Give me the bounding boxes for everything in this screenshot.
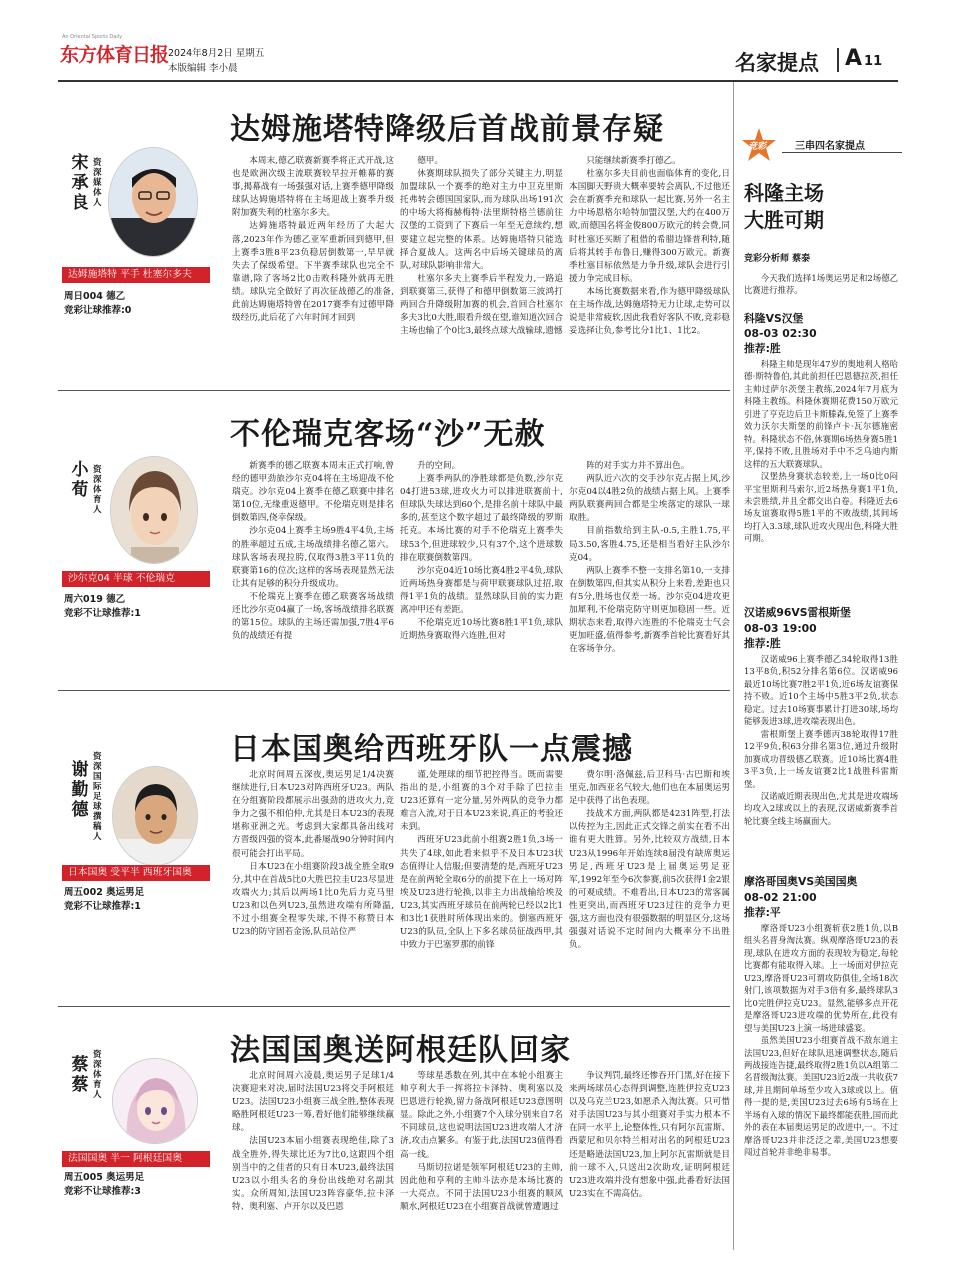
- paragraph: 德甲。: [417, 156, 443, 166]
- paragraph: 北京时间周六凌晨,奥运男子足球1/4决赛迎来对决,届时法国U23将交手阿根廷U23。法国U23小组赛三战全胜,整体表现略胜阿根廷U23一筹,看好他们能够继续赢球。: [232, 1071, 394, 1134]
- article-column-2: [400, 460, 563, 670]
- paragraph: 本周末,德乙联赛新赛季将正式开战,这也是欧洲次级主流联赛较早拉开帷幕的赛事,揭幕战有一场强强对话,上赛季德甲降级球队达姆施塔特将在主场迎战上赛季升级附加赛失利的杜塞尔多夫。: [232, 156, 394, 219]
- paragraph: 阵的对手实力并不算出色。: [586, 461, 690, 471]
- page-digits: 11: [864, 54, 883, 69]
- header-rule: [58, 80, 898, 82]
- paragraph: 杜塞尔多夫上赛季后半程发力,一路追到联赛第三,获得了和德甲倒数第三波鸿打两回合升降级附加赛的机会,首回合杜塞尔多夫3比0大胜,眼看升级在望,谁知道次回合主场也输了个0比3,最终点球大战输球,遗憾: [400, 273, 563, 337]
- pick-line: 周五005 奥运男足: [64, 1172, 145, 1183]
- paragraph: 汉堡热身赛状态较差,上一场0比0闷平宝里斯利马索尔,近2场热身赛1平1负,未尝胜绩,并且全都交出白卷。科隆近去6场友谊赛取得5胜1平的不败战绩,其间场均打入3.3球,球队近攻火现出色,科隆大胜可期。: [744, 471, 898, 544]
- match-tag: 沙尔克04 半球 不伦瑞克: [62, 571, 210, 587]
- pick-line: 周六019 德乙: [64, 594, 126, 605]
- paragraph: 本场比赛数据来看,作为德甲降级球队在主场作战,达姆施塔特无力让球,走势可以说是非常疲软,因此我看好客队不败,竞彩稳妥选择让负,参考比分1比1、1比2。: [569, 286, 730, 337]
- paragraph: 上赛季两队的净胜球都是负数,沙尔克04打进53球,进攻火力可以排进联赛前十,但球队失球达到60个,是排名前十球队中最多的,甚至这个数字超过了最终降级的罗斯托克。本场比赛的对手不伦瑞克上赛季失球53个,但进球较少,只有37个,这个进球数排在联赛倒数第四。: [400, 474, 563, 563]
- author-name: 谢勤德: [71, 760, 89, 820]
- page-letter: A: [845, 46, 863, 71]
- paragraph: 沙尔克04近10场比赛4胜2平4负,球队近两场热身赛都是与荷甲联赛球队过招,取得1平1负的战绩。显然球队目前的实力距离冲甲还有差距。: [400, 565, 563, 616]
- right-headline-line2: 大胜可期: [744, 208, 824, 232]
- pick-teams: 汉诺威96VS雷根斯堡: [744, 606, 851, 619]
- pick-recommendation: 推荐:胜: [744, 342, 781, 355]
- paragraph: 汉诺威近期表现出色,尤其是进攻端场均攻入2球或以上的表现,汉诺威新赛季首轮比赛全线主场赢面大。: [744, 790, 898, 826]
- column-title: 三串四名家提点: [795, 141, 865, 152]
- pick-time: 08-02 21:00: [744, 891, 817, 904]
- article-column-2: [400, 769, 563, 999]
- author-photo: [112, 766, 198, 866]
- paragraph: 达姆施塔特最近两年经历了大起大落,2023年作为德乙亚军重新回到德甲,但上赛季3胜8平23负稳居倒数第一,早早就失去了保级希望。下半赛季球队也完全不靠谱,除了客场2比0击败科隆外就再无胜绩。球队完全做好了再次征战德乙的准备,此前达姆施塔特曾在2017赛季有过德甲降级经历,此后花了六年时间才回到: [232, 221, 394, 324]
- match-tag: 达姆施塔特 平手 杜塞尔多夫: [62, 267, 210, 283]
- paragraph: 争议判罚,最终还惨吞开门黑,好在接下来两场球员心态得到调整,连胜伊拉克U23以及乌克兰U23,如愿杀入淘汰赛。只可惜对手法国U23与其小组赛对手实力根本不在同一水平上,论整体性,只有阿尔瓦雷斯、西蒙尼和贝尔特兰相对出名的阿根廷U23还是略逊法国U23,加上阿尔瓦雷斯就是目前一球不入,只送出2次助攻,证明阿根廷U23进攻端并没有想象中强,此番看好法国U23实在不需高估。: [569, 1071, 730, 1199]
- lottery-badge-label: 竞彩: [748, 142, 767, 152]
- right-intro: 今天我们选择1场奥运男足和2场德乙比赛进行推荐。: [744, 273, 898, 296]
- newspaper-logo: 东方体育日报: [60, 44, 169, 66]
- paragraph: 虽然美国U23小组赛首战不敌东道主法国U23,但好在球队迅速调整状态,随后两战接连告捷,最终取得2胜1负以A组第二名晋级淘汰赛。美国U23近2战一共收获7球,并且期间单场至少攻入3球或以上。值得一提的是,美国U23过去6场有5场在上半场有入球的情况下最终都能获胜,国而此外的表在本届奥运男足的改进中,一。不过摩洛哥U23并非泛泛之辈,美国U23想要闯过首轮并非绝非易事。: [744, 1035, 898, 1158]
- paragraph: 杜塞尔多夫目前也面临体育的变化,日本国脚天野贵大概率要转会离队,不过他还会在新赛季充和球队一起比赛,另外一名主力中场恩格尔哈特加盟汉堡,大约在400万欧,而德国名将金俊800万欧元的转会费,同时杜塞还买断了租借的希腊边锋普利特,随后将其转手布鲁日,赚得300万欧元。新赛季杜塞目标依然是力争升级,球队会进行引援力争完成目标。: [569, 169, 730, 284]
- paragraph: 升的空间。: [417, 461, 461, 471]
- pick-recommendation: 竞彩不让球推荐:3: [64, 1186, 141, 1197]
- article-column-1: [232, 769, 394, 999]
- author-photo: [110, 456, 198, 564]
- paragraph: 雷根斯堡上赛季德丙38轮取得17胜12平9负,积63分排名第3位,通过升级附加赛成功晋级德乙联赛。近10场比赛4胜3平3负,上一场友谊赛2比1战胜科雷斯堡。: [744, 728, 898, 789]
- author-photo: [112, 1058, 198, 1144]
- article-title: 不伦瑞克客场“沙”无赦: [230, 417, 546, 452]
- header-divider: [837, 48, 839, 72]
- article-title: 法国国奥送阿根廷队回家: [230, 1033, 571, 1068]
- author-name: 小荀: [71, 460, 89, 500]
- paragraph: 法国U23本届小组赛表现绝佳,除了3战全胜外,得失球比还为7比0,这跟四个组别当中的之佳者的只有日本U23,最终法国U23以小组头名的身份出线绝对名副其实。众所周知,法国U23阵容豪华,拉卡泽特、奥利塞、卢开尔以及巴恩: [232, 1136, 394, 1212]
- column-divider: [733, 82, 734, 1250]
- article-column-3: [569, 155, 730, 375]
- pick-recommendation: 推荐:胜: [744, 637, 781, 650]
- pick-analysis: [744, 922, 898, 1252]
- article-column-3: [569, 769, 730, 999]
- article-column-2: [400, 1070, 563, 1252]
- pick-recommendation: 竞彩让球推荐:0: [64, 305, 132, 316]
- paragraph: 马斯切拉诺是领军阿根廷U23的主帅,因此他和亨利的主帅斗法亦是本场比赛的一大亮点。不同于法国U23小组赛的顺风顺水,阿根廷U23在小组赛首战就曾遭遇过: [400, 1162, 563, 1212]
- article-column-3: [569, 1070, 730, 1252]
- analyst-byline: 竞彩分析师 蔡泰: [744, 254, 811, 264]
- paragraph: 等球星悉数在列,其中在本轮小组赛主帅亨利大手一挥将拉卡泽特、奥利塞以及巴恩进行轮换,留力备战阿根廷U23意图明显。除此之外,小组赛7个入球分别来自7名不同球员,这也说明法国U23进攻端人才济济,攻击点繁多。有鉴于此,法国U23值得看高一线。: [400, 1071, 563, 1160]
- article-separator: [58, 390, 730, 391]
- paragraph: 新赛季的德乙联赛本周末正式打响,曾经的德甲劲旅沙尔克04将在主场迎战不伦瑞克。沙尔克04上赛季在德乙联赛中排名第10位,无缘重返德甲。不伦瑞克则是排名倒数第四,侥幸保级。: [232, 461, 394, 524]
- right-headline-line1: 科隆主场: [744, 181, 824, 205]
- page-number: [845, 46, 882, 71]
- pick-line: 周五002 奥运男足: [64, 887, 145, 898]
- author-name: 蔡蔡: [71, 1055, 89, 1095]
- article-column-1: [232, 1070, 394, 1252]
- paragraph: 西班牙U23此前小组赛2胜1负,3场一共失了4球,如此看来似乎不及日本U23状态值得让人信服;但要清楚的是,西班牙U23是在前两轮全取6分的前提下在上一场对阵埃及U23进行轮换,以非主力出战输给埃及U23,其实西班牙球员在前两轮已经以2比1和3比1获胜时所体现出来的。倒塞西班牙U23的队员,全队上下多名球员征战西甲,其中致力于巴塞罗那的前锋: [400, 835, 563, 951]
- pick-time: 08-03 02:30: [744, 327, 817, 340]
- column-title-rule: [782, 152, 902, 153]
- article-column-2: [400, 155, 563, 375]
- logo-subtitle: An Oriental Sports Daily: [62, 34, 123, 40]
- paragraph: 沙尔克04上赛季主场9胜4平4负,主场的胜率超过五成,主场战绩排名德乙第六。球队客场表现拉胯,仅取得3胜3平11负的联赛第16的位次;这样的客场表现显然无法让其有足够的积分升级成功。: [232, 526, 394, 589]
- paragraph: 汉诺威96上赛季德乙34轮取得13胜13平8负,积52分排名第6位。汉诺威96最近10场比赛7胜2平1负,近6场友谊赛保持不败。近10个主场中5胜3平2负,状态稳定。过去10场赛事累计打进30球,场均能够轰进3球,进攻端表现出色。: [744, 654, 898, 727]
- paragraph: 日本U23在小组赛阶段3战全胜全取9分,其中在首战5比0大胜巴拉圭U23尽显进攻端火力;其后以两场1比0先后力克马里U23和以色列U23,虽然进攻端有所降温,不过小组赛全程零失球,不得不称赞日本U23的防守固若金汤,队员站位严: [232, 861, 394, 938]
- pick-recommendation: 竞彩不让球推荐:1: [64, 901, 141, 912]
- article-separator: [58, 690, 730, 691]
- paragraph: 北京时间周五深夜,奥运男足1/4决赛继续进行,日本U23对阵西班牙U23。两队在分组赛阶段都展示出强劲的进攻火力,竞争力之强不相伯仲,尤其是日本U23的表现堪称亚洲之光。考虑到大家都具备出线对方晋级四强的资本,此番屡战90分钟时间内很可能会打出平局。: [232, 770, 394, 859]
- paragraph: 摩洛哥U23小组赛斩获2胜1负,以B组头名晋身淘汰赛。纵观摩洛哥U23的表现,球队在进攻方面的表现较为稳定,每轮比赛都有能取得入球。上一场面对伊拉克U23,摩洛哥U23可谓攻防俱佳,全场18次射门,该项数据为对手3倍有多,最终球队3比0完胜伊拉克U23。显然,能够多点开花是摩洛哥U23进攻端的优势所在,此役有望与美国U23上演一场进球盛宴。: [744, 923, 898, 1033]
- article-separator: [58, 1006, 730, 1007]
- match-tag: 日本国奥 受平半 西班牙国奥: [62, 865, 210, 881]
- article-column-3: [569, 460, 730, 670]
- pick-recommendation: 推荐:平: [744, 906, 781, 919]
- paragraph: 休赛期球队损失了部分关键主力,明显加盟球队一个赛季的绝对主力中卫克里斯托弗转会德国国家队,而为球队出场191次的中场大将梅赫梅特·法里斯特格兰德前往汉堡的工资到了下赛后一年至无意续约,想要建立起完整的体系。达姆施塔特只能选择合夏战人。这两名中后场关键球员的离队,对球队影响非常大。: [400, 169, 563, 271]
- author-name: 宋承良: [71, 153, 89, 213]
- article-title: 达姆施塔特降级后首战前景存疑: [230, 112, 664, 147]
- paragraph: 两队近六次的交手沙尔克占据上风,沙尔克04以4胜2负的战绩占据上风。上赛季两队联赛两回合都是尘埃落定的球队一球取胜。: [569, 474, 730, 524]
- article-column-1: [232, 155, 394, 375]
- paragraph: 费尔明·洛佩兹,后卫科马·古巴斯和埃里克,加西亚名气较大,他们也在本届奥运男足中获得了出色表现。: [569, 770, 730, 807]
- paragraph: 不伦瑞克近10场比赛8胜1平1负,球队近期热身赛取得六连胜,但对: [400, 618, 563, 642]
- section-title: 名家提点: [735, 51, 819, 75]
- right-headline: [744, 180, 824, 234]
- paragraph: 技战术方面,两队都是4231阵型,打法以传控为主,因此正式交锋之前实在看不出谁有更大胜算。另外,比较双方战绩,日本U23从1996年开始连续8届没有缺席奥运男足,西班牙U23是上届奥运男足亚军,1992年至今6次参赛,前5次获得1金2银的可观成绩。不难看出,日本U23的常客属性更突出,而西班牙U23过往的竞争力更强,这方面也没有很强数据的明显区分,这场强强对话说不定时间内大概率分不出胜负。: [569, 809, 730, 951]
- pick-teams: 科隆VS汉堡: [744, 312, 804, 325]
- issue-date: 2024年8月2日 星期五: [168, 48, 265, 59]
- author-role: 资深体育人: [93, 1050, 102, 1100]
- paragraph: 科隆主帅是现年47岁的奥地利人格哈德·斯特鲁伯,其此前担任巴恩德拉茨,担任主帅过萨尔茨堡主教练,2024年7月底为科隆主教练。科隆休赛期花费150万欧元引进了亨克边后卫卡斯滕森,免签了上赛季效力沃尔夫斯堡的前锋卢卡·瓦尔德施密特。科隆状态不俗,休赛期6场热身赛5胜1平,保持不败,且胜场对手中不乏乌迪内斯这样的五大联赛球队。: [744, 359, 898, 469]
- paragraph: 谨,处理球的细节把控得当。既而需要指出的是,小组赛的3个对手除了巴拉圭U23还算有一定分量,另外两队的竞争力都难言入流,对于日本U23来说,真正的考验还未到。: [400, 770, 563, 833]
- article-title: 日本国奥给西班牙队一点震撼: [230, 732, 633, 767]
- author-role: 资深体育人: [93, 465, 102, 515]
- match-tag: 法国国奥 半一 阿根廷国奥: [62, 1151, 210, 1167]
- paragraph: 不伦瑞克上赛季在德乙联赛客场战绩还比沙尔克04赢了一场,客场战绩排名联赛的第15位。球队的主场还需加强,7胜4平6负的战绩还有提: [232, 591, 394, 642]
- paragraph: 目前指数给到主队-0.5,主胜1.75,平局3.50,客胜4.75,还是相当看好主队沙尔克04。: [569, 526, 730, 563]
- pick-analysis: [744, 653, 898, 865]
- pick-teams: 摩洛哥国奥VS美国国奥: [744, 875, 858, 888]
- author-photo: [108, 147, 198, 257]
- pick-line: 周日004 德乙: [64, 291, 126, 302]
- pick-analysis: [744, 358, 898, 596]
- author-role: 资深国际足球撰稿人: [93, 752, 102, 842]
- article-column-1: [232, 460, 394, 670]
- pick-time: 08-03 19:00: [744, 622, 817, 635]
- author-role: 资深媒体人: [93, 158, 102, 208]
- paragraph: 只能继续新赛季打德乙。: [586, 156, 681, 166]
- pick-recommendation: 竞彩不让球推荐:1: [64, 608, 141, 619]
- paragraph: 两队上赛季不整一支排名第10,一支排在倒数第四,但其实从积分上来看,差距也只有5分,胜场也仅差一场。沙尔克04进攻更加犀利,不伦瑞克防守则更加稳固一些。近期状态来看,取得六连胜的不伦瑞克士气会更加旺盛,值得参考,新赛季首轮比赛看好其在客场争分。: [569, 565, 730, 655]
- page-editor: 本版编辑 李小晨: [168, 63, 238, 74]
